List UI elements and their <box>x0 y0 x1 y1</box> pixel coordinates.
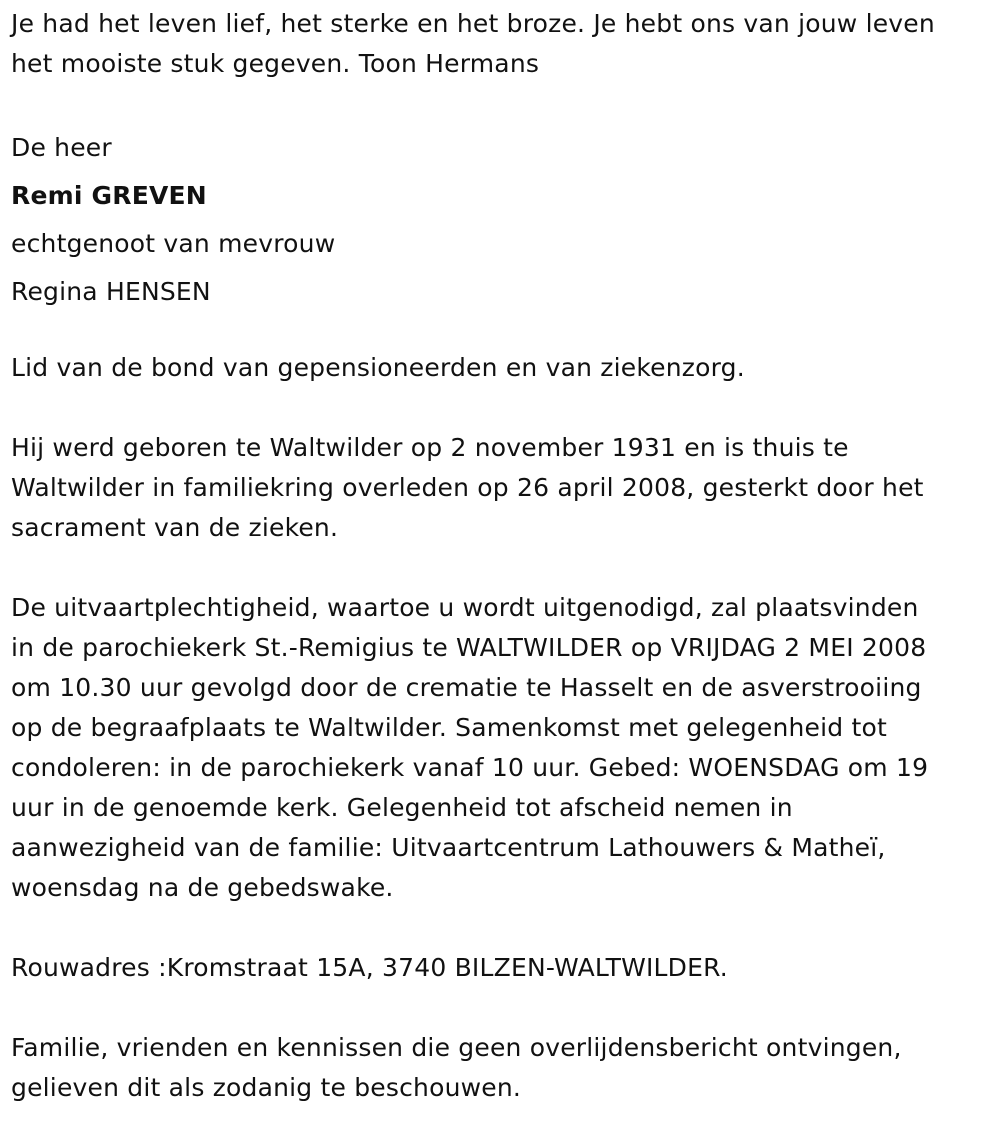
deceased-title: De heer <box>11 133 112 162</box>
paragraph-line: woensdag na de gebedswake. <box>11 873 394 902</box>
spacer <box>11 908 988 948</box>
membership-text: Lid van de bond van gepensioneerden en van ziekenzorg. <box>11 353 745 382</box>
spacer <box>11 316 988 348</box>
paragraph-line: uur in de genoemde kerk. Gelegenheid tot afscheid nemen in <box>11 793 793 822</box>
quote-line: het mooiste stuk gegeven. Toon Hermans <box>11 49 540 78</box>
deceased-block <box>11 124 988 316</box>
paragraph-line: De uitvaartplechtigheid, waartoe u wordt uitgenodigd, zal plaatsvinden <box>11 593 919 622</box>
spacer <box>11 84 988 124</box>
paragraph-line: om 10.30 uur gevolgd door de crematie te Hasselt en de asverstrooiing <box>11 673 922 702</box>
paragraph-line: in de parochiekerk St.-Remigius te WALTWILDER op VRIJDAG 2 MEI 2008 <box>11 633 927 662</box>
birth-death-paragraph <box>11 428 988 548</box>
deceased-name: Remi GREVEN <box>11 181 207 210</box>
mourning-address: Rouwadres :Kromstraat 15A, 3740 BILZEN-WALTWILDER. <box>11 953 728 982</box>
paragraph-line: sacrament van de zieken. <box>11 513 339 542</box>
paragraph-line: Waltwilder in familiekring overleden op 26 april 2008, gesterkt door het <box>11 473 924 502</box>
paragraph-line: aanwezigheid van de familie: Uitvaartcentrum Lathouwers & Matheï, <box>11 833 886 862</box>
quote-block <box>11 4 988 84</box>
spacer <box>11 548 988 588</box>
deceased-relation: echtgenoot van mevrouw <box>11 229 336 258</box>
paragraph-line: Familie, vrienden en kennissen die geen overlijdensbericht ontvingen, <box>11 1033 902 1062</box>
spacer <box>11 388 988 428</box>
spacer <box>11 988 988 1028</box>
paragraph-line: Hij werd geboren te Waltwilder op 2 november 1931 en is thuis te <box>11 433 849 462</box>
paragraph-line: gelieven dit als zodanig te beschouwen. <box>11 1073 522 1102</box>
funeral-paragraph <box>11 588 988 908</box>
paragraph-line: op de begraafplaats te Waltwilder. Samenkomst met gelegenheid tot <box>11 713 887 742</box>
spouse-name: Regina HENSEN <box>11 277 211 306</box>
quote-line: Je had het leven lief, het sterke en het broze. Je hebt ons van jouw leven <box>11 9 935 38</box>
closing-paragraph <box>11 1028 988 1108</box>
paragraph-line: condoleren: in de parochiekerk vanaf 10 uur. Gebed: WOENSDAG om 19 <box>11 753 929 782</box>
